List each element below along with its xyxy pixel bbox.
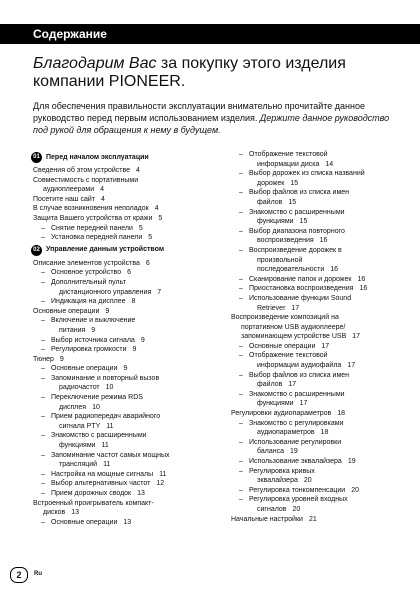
entry-page-number: 20 [292, 505, 301, 513]
entry-text: Совместимость с портативными [33, 176, 139, 184]
language-code: Ru [34, 571, 42, 577]
toc-entry[interactable] [231, 467, 401, 477]
toc-entry[interactable] [231, 217, 401, 227]
entry-text: запоминающем устройстве USB [241, 333, 347, 341]
entry-text: Регулировка тонкомпенсации [249, 486, 346, 494]
toc-entry[interactable] [33, 431, 227, 441]
entry-page-number: 10 [92, 403, 100, 411]
toc-entry[interactable] [33, 297, 227, 307]
intro-title [33, 55, 393, 91]
entry-text: функциями [257, 400, 294, 408]
entry-page-number: 9 [91, 326, 96, 334]
entry-text: Тюнер [33, 355, 54, 363]
entry-page-number: 19 [347, 458, 356, 465]
entry-text: Использование регулировки [249, 438, 342, 446]
toc-entry[interactable] [231, 332, 401, 342]
toc-entry[interactable] [33, 374, 227, 384]
entry-page-number: 5 [158, 214, 163, 222]
entry-dash: – [239, 246, 243, 254]
entry-dash: – [41, 451, 45, 459]
toc-entry[interactable] [231, 265, 401, 275]
entry-page-number: 17 [347, 362, 356, 370]
toc-entry[interactable] [231, 179, 401, 189]
toc-entry[interactable] [33, 345, 227, 355]
entry-text: аудиопараметров [257, 429, 315, 437]
entry-text: Основные операции [249, 342, 316, 350]
toc-entry[interactable] [231, 361, 401, 371]
toc-entry[interactable] [33, 489, 227, 499]
toc-entry[interactable] [231, 284, 401, 294]
entry-dash: – [239, 419, 243, 427]
entry-text: Начальные настройки [231, 515, 303, 523]
entry-text: Выбор альтернативных частот [51, 480, 151, 488]
entry-text: функциями [257, 218, 294, 226]
toc-entry[interactable] [231, 351, 401, 361]
entry-text: Выбор файлов из списка имен [249, 189, 350, 197]
entry-dash: – [239, 294, 243, 302]
toc-entry[interactable] [231, 294, 401, 304]
entry-page-number: 15 [290, 179, 299, 187]
entry-page-number: 4 [136, 167, 140, 174]
entry-text: Использование эквалайзера [249, 458, 342, 465]
intro-title-rest: за покупку этого изделия компании PIONEER. [33, 55, 346, 90]
entry-page-number: 15 [299, 218, 308, 226]
entry-text: файлов [257, 198, 283, 206]
entry-text: сигнала PTY [59, 422, 101, 430]
entry-page-number: 11 [106, 422, 114, 430]
toc-entry[interactable] [33, 307, 227, 317]
entry-text: трансляций [59, 461, 98, 469]
page-title: Содержание [33, 27, 107, 41]
page-number: 2 [10, 567, 28, 583]
toc-entry[interactable] [33, 479, 227, 489]
section-title: Перед началом эксплуатации [46, 153, 149, 161]
toc-entry[interactable] [231, 409, 401, 419]
entry-text: Сведения об этом устройстве [33, 167, 131, 174]
entry-dash: – [239, 170, 243, 178]
entry-dash: – [41, 394, 45, 402]
toc-entry[interactable] [33, 441, 227, 451]
entry-page-number: 4 [101, 195, 105, 203]
entry-page-number: 11 [159, 470, 167, 478]
entry-dash: – [239, 275, 243, 283]
entry-text: Посетите наш сайт [33, 195, 95, 203]
entry-text: Защита Вашего устройства от кражи [33, 214, 153, 222]
toc-section-heading [31, 152, 227, 163]
entry-text: портативном USB аудиоплеере/ [241, 323, 346, 331]
toc-entry[interactable] [231, 236, 401, 246]
entry-dash: – [41, 298, 45, 306]
toc-entry[interactable] [231, 476, 401, 486]
toc-entry[interactable] [231, 495, 401, 505]
entry-text: В случае возникновения неполадок [33, 205, 149, 213]
entry-dash: – [239, 438, 243, 446]
entry-text: дисплея [59, 403, 87, 411]
entry-dash: – [239, 486, 243, 494]
entry-dash: – [239, 390, 243, 398]
entry-page-number: 9 [123, 365, 128, 373]
entry-page-number: 7 [157, 288, 162, 296]
toc-entry[interactable] [33, 278, 227, 288]
toc-entry[interactable] [231, 198, 401, 208]
entry-text: Встроенный проигрыватель компакт- [33, 499, 154, 507]
entry-page-number: 13 [123, 518, 132, 526]
entry-page-number: 18 [337, 410, 345, 418]
entry-dash: – [239, 458, 243, 465]
entry-dash: – [41, 234, 45, 242]
entry-text: Регулировки аудиопараметров [231, 410, 332, 418]
entry-text: Регулировка громкости [51, 346, 127, 354]
toc-entry[interactable] [231, 515, 401, 525]
toc-entry[interactable] [33, 393, 227, 403]
entry-dash: – [239, 352, 243, 360]
entry-page-number: 16 [357, 275, 366, 283]
entry-page-number: 4 [100, 186, 105, 194]
entry-text: информации аудиофайла [257, 362, 342, 370]
toc-entry[interactable] [33, 355, 227, 365]
toc-entry[interactable] [33, 259, 227, 269]
entry-page-number: 11 [103, 461, 111, 469]
entry-dash: – [41, 432, 45, 440]
toc-entry[interactable] [33, 224, 227, 234]
entry-text: Выбор дорожек из списка названий [249, 170, 365, 178]
entry-text: Прием радиопередач аварийного [51, 413, 161, 421]
toc-entry[interactable] [33, 268, 227, 278]
entry-page-number: 16 [359, 285, 368, 293]
toc-entry[interactable] [231, 150, 401, 160]
entry-text: Переключение режима RDS [51, 394, 143, 402]
entry-text: воспроизведения [257, 237, 314, 245]
entry-page-number: 18 [320, 429, 329, 437]
entry-text: функциями [59, 442, 96, 450]
entry-text: Знакомство с расширенными [51, 432, 147, 440]
entry-text: сигналов [257, 505, 287, 513]
intro-text-italic: Держите данное руководство под рукой для обращения к нему в будущем. [33, 113, 390, 135]
toc-entry[interactable] [231, 342, 401, 352]
entry-text: дистанционного управления [59, 288, 152, 296]
entry-page-number: 20 [351, 486, 360, 494]
entry-page-number: 17 [291, 304, 300, 312]
toc-entry[interactable] [231, 169, 401, 179]
entry-text: Приостановка воспроизведения [249, 285, 354, 293]
entry-dash: – [239, 208, 243, 216]
toc-entry[interactable] [231, 188, 401, 198]
toc-entry[interactable] [231, 313, 401, 323]
entry-text: информации диска [257, 160, 320, 168]
toc-entry[interactable] [231, 419, 401, 429]
entry-page-number: 11 [101, 442, 109, 450]
entry-page-number: 14 [325, 160, 334, 168]
entry-dash: – [41, 278, 45, 286]
toc-entry[interactable] [231, 275, 401, 285]
toc-entry[interactable] [33, 460, 227, 470]
entry-text: аудиоплеерами [43, 186, 95, 194]
toc-entry[interactable] [231, 399, 401, 409]
entry-page-number: 16 [330, 266, 339, 274]
toc-entry[interactable] [33, 451, 227, 461]
entry-page-number: 9 [140, 336, 145, 344]
entry-text: Знакомство с расширенными [249, 208, 345, 216]
entry-text: Регулировка уровней входных [249, 496, 348, 504]
entry-page-number: 9 [59, 355, 64, 363]
entry-text: дисков [43, 509, 66, 517]
entry-text: радиочастот [59, 384, 100, 392]
intro-block [33, 55, 393, 136]
entry-dash: – [239, 342, 243, 350]
entry-dash: – [239, 285, 243, 293]
entry-text: Использование функции Sound [249, 294, 352, 302]
toc-entry[interactable] [33, 233, 227, 243]
toc-entry[interactable] [231, 438, 401, 448]
entry-dash: – [41, 490, 45, 497]
entry-text: Выбор диапазона повторного [249, 227, 345, 235]
entry-page-number: 17 [352, 333, 361, 341]
toc-entry[interactable] [33, 316, 227, 326]
entry-text: эквалайзера [257, 477, 298, 485]
toc-entry[interactable] [33, 364, 227, 374]
toc-entry[interactable] [231, 428, 401, 438]
entry-page-number: 6 [127, 269, 131, 277]
toc-entry[interactable] [33, 288, 227, 298]
entry-dash: – [41, 518, 45, 526]
entry-page-number: 17 [288, 381, 297, 389]
entry-text: Запоминание частот самых мощных [51, 451, 170, 459]
entry-text: Прием дорожных сводок [51, 490, 132, 497]
entry-dash: – [239, 467, 243, 475]
section-title: Управление данным устройством [46, 246, 164, 254]
entry-page-number: 15 [288, 198, 297, 206]
entry-dash: – [239, 371, 243, 379]
toc-entry[interactable] [33, 412, 227, 422]
toc-entry[interactable] [33, 336, 227, 346]
toc-entry[interactable] [33, 383, 227, 393]
entry-page-number: 8 [131, 298, 136, 306]
toc-entry[interactable] [33, 214, 227, 224]
entry-text: Основные операции [51, 365, 118, 373]
entry-text: питания [59, 326, 86, 334]
entry-text: Основные операции [33, 307, 100, 315]
toc-entry[interactable] [231, 256, 401, 266]
toc-entry[interactable] [33, 518, 227, 528]
entry-dash: – [41, 317, 45, 325]
entry-dash: – [41, 336, 45, 344]
entry-text: Отображение текстовой [249, 151, 328, 158]
entry-page-number: 20 [303, 477, 312, 485]
entry-text: произвольной [257, 256, 303, 264]
entry-page-number: 9 [105, 307, 110, 315]
entry-page-number: 4 [154, 205, 159, 213]
entry-page-number: 13 [71, 509, 80, 517]
toc-entry[interactable] [231, 160, 401, 170]
entry-text: Выбор файлов из списка имен [249, 371, 350, 379]
entry-dash: – [41, 269, 45, 277]
entry-text: Знакомство с расширенными [249, 390, 345, 398]
toc-section-heading [31, 245, 227, 256]
entry-page-number: 5 [148, 234, 153, 242]
toc-entry[interactable] [33, 185, 227, 195]
toc-left-column [33, 150, 227, 527]
toc-entry[interactable] [231, 390, 401, 400]
toc-entry[interactable] [231, 457, 401, 467]
entry-text: Установка передней панели [51, 234, 143, 242]
entry-text: Отображение текстовой [249, 352, 328, 360]
toc-right-column [231, 150, 401, 524]
toc-entry[interactable] [33, 403, 227, 413]
toc-entry[interactable] [231, 304, 401, 314]
entry-dash: – [239, 189, 243, 197]
entry-dash: – [41, 470, 45, 478]
section-number-badge: 02 [31, 245, 42, 256]
intro-text-normal: Для обеспечения правильности эксплуатации внимательно прочитайте данное руководство перед первым использованием изделия. [33, 101, 365, 123]
intro-text [33, 100, 393, 136]
entry-text: Воспроизведение композиций на [231, 314, 339, 322]
toc-entry[interactable] [33, 422, 227, 432]
entry-text: Выбор источника сигнала [51, 336, 135, 344]
entry-dash: – [239, 151, 243, 158]
toc-entry[interactable] [33, 470, 227, 480]
toc-entry[interactable] [33, 166, 227, 176]
entry-text: Основное устройство [51, 269, 122, 277]
entry-text: Регулировка кривых [249, 467, 315, 475]
toc-entry[interactable] [231, 447, 401, 457]
toc-entry[interactable] [231, 323, 401, 333]
entry-text: Воспроизведение дорожек в [249, 246, 342, 254]
toc-entry[interactable] [231, 380, 401, 390]
toc-entry[interactable] [33, 326, 227, 336]
entry-dash: – [41, 224, 45, 232]
toc-entry[interactable] [33, 195, 227, 205]
entry-text: дорожек [257, 179, 285, 187]
toc-entry[interactable] [33, 176, 227, 186]
entry-text: Retriever [257, 304, 286, 312]
entry-dash: – [41, 365, 45, 373]
entry-page-number: 17 [299, 400, 308, 408]
toc-entry[interactable] [231, 505, 401, 515]
entry-text: баланса [257, 448, 284, 456]
toc-entry[interactable] [231, 486, 401, 496]
entry-page-number: 12 [156, 480, 165, 488]
toc-entry[interactable] [231, 227, 401, 237]
toc-entry[interactable] [33, 499, 227, 509]
entry-text: последовательности [257, 266, 325, 274]
entry-text: Включение и выключение [51, 317, 136, 325]
entry-page-number: 17 [321, 342, 330, 350]
section-number-badge: 01 [31, 152, 42, 163]
entry-dash: – [41, 413, 45, 421]
entry-text: Индикация на дисплее [51, 298, 126, 306]
entry-page-number: 19 [289, 448, 298, 456]
entry-text: Настройка на мощные сигналы [51, 470, 154, 478]
entry-text: Основные операции [51, 518, 118, 526]
entry-page-number: 21 [308, 515, 317, 523]
entry-page-number: 10 [105, 384, 114, 392]
toc-entry[interactable] [231, 371, 401, 381]
entry-page-number: 16 [319, 237, 328, 245]
entry-text: Знакомство с регулировками [249, 419, 344, 427]
toc-entry[interactable] [231, 208, 401, 218]
entry-dash: – [239, 496, 243, 504]
entry-text: Сканирование папок и дорожек [249, 275, 352, 283]
toc-entry[interactable] [33, 508, 227, 518]
entry-dash: – [41, 346, 45, 354]
entry-text: Снятие передней панели [51, 224, 133, 232]
intro-title-italic: Благодарим Вас [33, 55, 157, 72]
entry-page-number: 9 [132, 346, 137, 354]
toc-entry[interactable] [33, 204, 227, 214]
entry-text: файлов [257, 381, 283, 389]
entry-text: Дополнительный пульт [51, 278, 126, 286]
entry-text: Описание элементов устройства [33, 259, 140, 267]
entry-dash: – [41, 374, 45, 382]
entry-text: Запоминание и повторный вызов [51, 374, 160, 382]
entry-page-number: 6 [145, 259, 150, 267]
entry-dash: – [239, 227, 243, 235]
entry-page-number: 5 [138, 224, 143, 232]
toc-entry[interactable] [231, 246, 401, 256]
entry-dash: – [41, 480, 45, 488]
entry-page-number: 13 [137, 490, 145, 497]
